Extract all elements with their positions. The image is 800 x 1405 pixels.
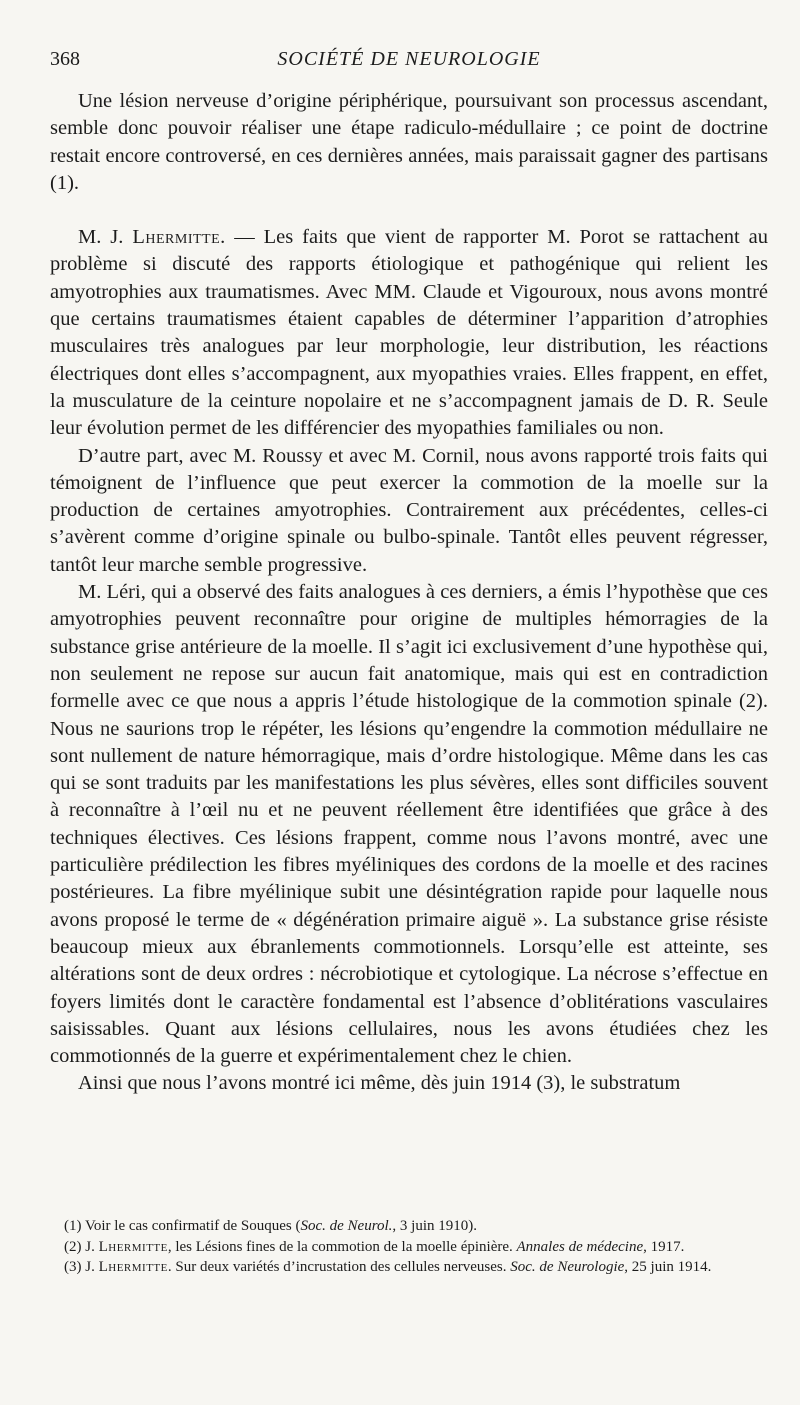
footnote-source: Soc. de Neurologie	[510, 1259, 625, 1275]
speaker-initial: M. J.	[78, 226, 133, 249]
footnote-author-initial: J.	[81, 1259, 99, 1275]
footnote-source: Annales de médecine	[516, 1238, 644, 1255]
paragraph: M. Léri, qui a observé des faits analogues à ces derniers, a émis l’hypothèse que ces amyotrophies peuvent reconnaître pour origine de multiples hémorragies de la substance grise antérieure de la moelle. Il s’agit ici exclusivement d’une hypothèse qui, non seulement ne repose sur aucun fait anatomique, mais qui est en contradiction formelle avec ce que nous a appris l’étude histologique de la commotion spinale (2). Nous ne saurions trop le répéter, les lésions qu’engendre la commotion médullaire ne sont nullement de nature hémorragique, mais d’ordre histologique. Même dans les cas qui se sont traduits par les manifestations les plus sévères, elles sont difficiles souvent à reconnaître à l’œil nu et ne peuvent réellement être identifiées que grâce à des techniques électives. Ces lésions frappent, comme nous l’avons montré, avec une particulière prédilection les fibres myéliniques des cordons de la moelle et des racines postérieures. La fibre myélinique subit une désintégration rapide pour laquelle nous avons proposé le terme de « dégénération primaire aiguë ». La substance grise résiste beaucoup mieux aux ébranlements commotionnels. Lorsqu’elle est atteinte, ses altérations sont de deux ordres : nécrobiotique et cytologique. La nécrose s’effectue en foyers limités dont le caractère fondamental est l’absence d’oblitérations vasculaires saisissables. Quant aux lésions cellulaires, nous les avons étudiées chez les commotionnés de la guerre et expérimentalement chez le chien.	[50, 581, 768, 1068]
footnote-author: Lhermitte	[98, 1259, 168, 1275]
footnote	[50, 1257, 768, 1278]
body-text	[50, 88, 768, 1098]
footnote-text: . Sur deux variétés d’incrustation des cellules nerveuses.	[167, 1259, 511, 1275]
page-number: 368	[50, 48, 80, 70]
footnote-text: , les Lésions fines de la commotion de la moelle épinière.	[167, 1238, 517, 1255]
paragraph: D’autre part, avec M. Roussy et avec M. Cornil, nous avons rapporté trois faits qui témoignent de l’influence que peut exercer la commotion de la moelle sur la production de certaines amyotrophies. Contrairement aux précédentes, celles-ci s’avèrent comme d’origine spinale ou bulbo-spinale. Tantôt elles peuvent régresser, tantôt leur marche semble progressive.	[50, 444, 768, 576]
footnotes	[50, 1216, 768, 1278]
page-header	[50, 48, 768, 78]
paragraph: Ainsi que nous l’avons montré ici même, dès juin 1914 (3), le substratum	[78, 1072, 681, 1095]
footnote	[50, 1237, 768, 1258]
footnote-text: , 1917.	[643, 1238, 685, 1255]
footnote-marker: (2)	[64, 1238, 82, 1255]
footnote-text: , 25 juin 1914.	[624, 1259, 712, 1275]
footnote-text: Voir le cas confirmatif de Souques (	[81, 1218, 301, 1234]
footnote-author-initial: J.	[81, 1238, 99, 1255]
footnote-marker: (1)	[64, 1218, 82, 1234]
running-head: SOCIÉTÉ DE NEUROLOGIE	[277, 48, 541, 70]
paragraph: Une lésion nerveuse d’origine périphérique, poursuivant son processus ascendant, semble donc pouvoir réaliser une étape radiculo-médullaire ; ce point de doctrine restait encore controversé, en ces dernières années, mais paraissait gagner des partisans (1).	[50, 90, 768, 194]
footnote	[50, 1216, 768, 1237]
paragraph	[50, 224, 768, 442]
speaker-name: Lhermitte	[132, 226, 221, 249]
paragraph-text: . — Les faits que vient de rapporter M. Porot se rattachent au problème si discuté des rapports étiologique et pathogénique qui relient les amyotrophies aux traumatismes. Avec MM. Claude et Vigouroux, nous avons montré que certains traumatismes étaient capables de déterminer l’apparition d’atrophies musculaires très analogues par leur morphologie, leur distribution, les réactions électriques dont elles s’accompagnent, aux myopathies vraies. Elles frappent, en effet, la musculature de la ceinture nopolaire et ne s’accompagnent jamais de D. R. Seule leur évolution permet de les différencier des myopathies familiales ou non.	[50, 226, 768, 440]
footnote-marker: (3)	[64, 1259, 82, 1275]
footnote-text: , 3 juin 1910).	[392, 1218, 478, 1234]
footnote-author: Lhermitte	[98, 1238, 168, 1255]
footnote-source: Soc. de Neurol.	[300, 1218, 393, 1234]
